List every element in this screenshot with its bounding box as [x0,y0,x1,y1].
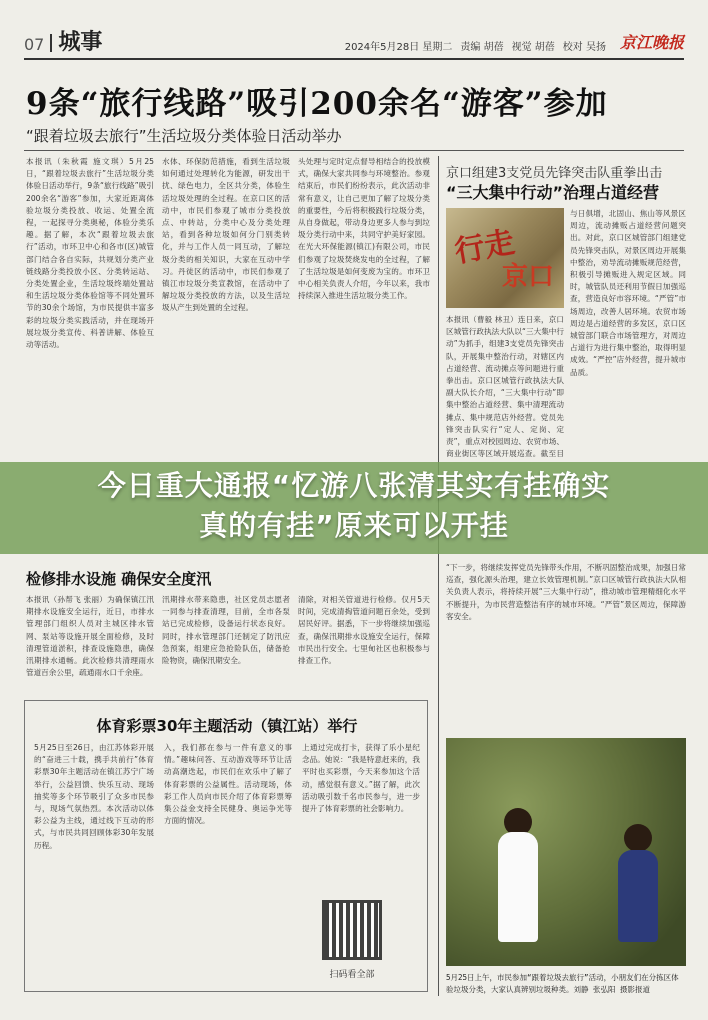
second-story-title: 检修排水设施 确保安全度汛 [26,570,212,588]
qr-label: 扫码看全部 [329,970,375,980]
main-story-col-1: 本报讯（朱秋霞 施文琪）5月25日，“跟着垃圾去旅行”生活垃圾分类体验日活动举行，9条“旅行线路”吸引200余名“游客”参加，大家近距离体验垃圾分类投放、收运、处置全流程，一起探寻分类奥秘，体验分类乐趣。据了解，本次“跟着垃圾去旅行”活动，市环卫中心和各市(区)城管部门结合各自实际，共规划分类产业链线路分类投放小区、分类转运站、分类处置企业，生活垃圾终端处置站和生活垃圾分类体验馆等不同处置环节的30余个场馆，为市民提供丰富多彩的垃圾分类实践活动，并在现场开展垃圾分类宣传、科普讲解、体验互动等活动。 [26,157,154,350]
masthead [24,26,684,60]
overlay-line-1: 今日重大通报“忆游八张清其实有挂确实 [97,469,611,502]
lottery-title: 体育彩票30年主题活动（镇江站）举行 [96,717,358,735]
second-story-col-1: 本报讯（孙帮飞 张丽）为确保镇江汛期排水设施安全运行，近日，市排水管理部门组织人员对主城区排水管网、泵站等设施开展全面检修，及时清理管道淤积，排查设施隐患，确保汛期排水通畅。此次检修共清理雨水管道百余公里，疏通雨水口千余座。 [26,595,154,678]
proofreader-credit: 校对 吴扬 [562,42,606,53]
newspaper-logo: 京江晚报 [619,33,684,52]
second-story-col-2: 汛期排水带来隐患，社区党员志愿者一同参与排查清理，目前，全市各泵站已完成检修，设备运行状态良好。同时，排水管理部门还制定了防汛应急预案，组建应急抢险队伍，储备抢险物资，确保汛期安全。 [162,595,290,666]
right-story-kicker: 京口组建3支党员先锋突击队重拳出击 [446,166,663,181]
editor-credit: 责编 胡蓓 [460,42,504,53]
right-story-col-3: “下一步，将继续发挥党员先锋带头作用，不断巩固整治成果，加强日常巡查，强化源头治理，建立长效管理机制。”京口区城管行政执法大队相关负责人表示，将持续开展“三大集中行动”，推动城市管理精细化水平不断提升，为市民营造整洁有序的城市环境。“严管”景区周边，保障游客安全。 [446,563,686,621]
section-name: 城事 [58,30,103,55]
reviewer-credit: 视觉 胡蓓 [511,42,555,53]
lottery-col-2: 入，我们都在参与一件有意义的事情。”趣味问答、互动游戏等环节让活动高潮迭起，市民们在欢乐中了解了体育彩票的公益属性。活动现场，体彩工作人员向市民介绍了体育彩票筹集公益金支持全民健身、奥运争光等方面的情况。 [164,743,292,826]
logo-stamp-text: 行走 [452,225,518,270]
children-photo [446,738,686,966]
right-story-col-1: 与日俱增，北固山、焦山等风景区周边，流动摊贩占道经营问题突出。对此，京口区城管部门组建党员先锋突击队，对景区周边开展集中整治，劝导流动摊贩规范经营，积极引导摊贩进入规定区域。同时，城管队员还利用节假日加强巡查，营造良好市容环境。“严管”市场周边，改善人居环境。农贸市场周边是占道经营的多发区，京口区城管部门联合市场管理方，对周边占道行为进行集中整治，取得明显成效。“严控”店外经营，提升城市品质。 [570,209,686,377]
qr-code[interactable] [322,900,382,960]
right-story-col-2: 本报讯（曹毅 林丑）连日来，京口区城管行政执法大队以“三大集中行动”为抓手，组建3支党员先锋突击队，开展集中整治行动，对辖区内占道经营、流动摊点等问题进行重拳出击。京口区城管行政执法大队副大队长介绍，“三大集中行动”即集中整治占道经营、集中清理流动摊点、集中规范店外经营。党员先锋突击队实行“定人、定岗、定责”，重点对校园周边、农贸市场、商业街区等区域开展巡查。截至目 [446,315,564,459]
main-subheadline: “跟着垃圾去旅行”生活垃圾分类体验日活动举办 [26,127,342,145]
main-story-col-2: 水体、环保防范措施，看到生活垃圾如何通过处理转化为能源，研发出干扰、绿色电力，全区共分类，体验生活垃圾处理的全过程。在京口区的活动中，市民们参观了城市分类投放点、中转站，分类中心及分类处理站，看到各种垃圾如何分门别类转化，并与工作人员一同互动，了解垃圾分类的相关知识，大家在互动中学习。丹徒区的活动中，市民们参观了镇江市垃圾分类宣教馆，在活动中了解垃圾分类投放的方法，以及生活垃圾从产生到处置的全过程。 [162,157,290,313]
child-figure-2-head [624,824,652,852]
right-story-logo-image [446,208,564,308]
second-story-col-3: 清除，对相关管道进行检修。仅月5天时间，完成清掏管道问题百余处，受到居民好评。据悉，下一步将继续加强巡查，确保汛期排水设施安全运行，保障市民出行安全。七里甸社区也积极参与排查工作。 [298,595,430,666]
overlay-line-2: 真的有挂”原来可以开挂 [199,509,509,542]
child-figure-2 [618,850,658,942]
overlay-text [0,466,708,546]
lottery-col-3: 上通过完成打卡，获得了乐小星纪念品。她说：“我是特意赶来的，我平时也买彩票，今天来参加这个活动，感觉很有意义。”据了解，此次活动吸引数千名市民参与，进一步提升了体育彩票的社会影响力。 [302,743,420,814]
column-divider [438,156,439,996]
lottery-col-1: 5月25日至26日，由江苏体彩开展的“奋进三十载，携手共前行”体育彩票30年主题活动在镇江苏宁广场举行，公益回馈、快乐互动、现场抽奖等多个环节吸引了众多市民参与，现场气氛热烈。本次活动以体彩公益为主线，通过线下互动的形式，与市民共同回顾体彩30年发展历程。 [34,743,154,850]
child-figure-1 [498,832,538,942]
logo-stamp-text-2: 京口 [502,262,555,292]
right-story-title: “三大集中行动”治理占道经营 [446,183,660,202]
issue-date: 2024年5月28日 星期二 [344,42,453,53]
divider [24,150,684,151]
page-number: 07 [24,35,45,54]
masthead-meta [345,30,684,58]
main-story-col-3: 头处理与定时定点督导相结合的投放模式，确保大家共同参与环境整治。参观结束后，市民们纷纷表示，此次活动非常有意义，让自己更加了解了垃圾分类的重要性，今后将积极践行垃圾分类，从自身做起，带动身边更多人参与到垃圾分类行动中来，共同守护美好家园。在光大环保能源(镇江)有限公司，市民们参观了垃圾焚烧发电的全过程，了解了生活垃圾是如何变废为宝的。市环卫中心相关负责人介绍，今年以来，我市持续深入推进生活垃圾分类工作。 [298,157,430,301]
main-headline: 9条“旅行线路”吸引200余名“游客”参加 [26,86,608,122]
photo-caption: 5月25日上午，市民参加“跟着垃圾去旅行”活动，小朋友们在分拣区体验垃圾分类，大家认真辨别垃圾种类。刘静 张弘阳 摄影报道 [446,973,679,994]
page-number-separator [50,34,52,52]
